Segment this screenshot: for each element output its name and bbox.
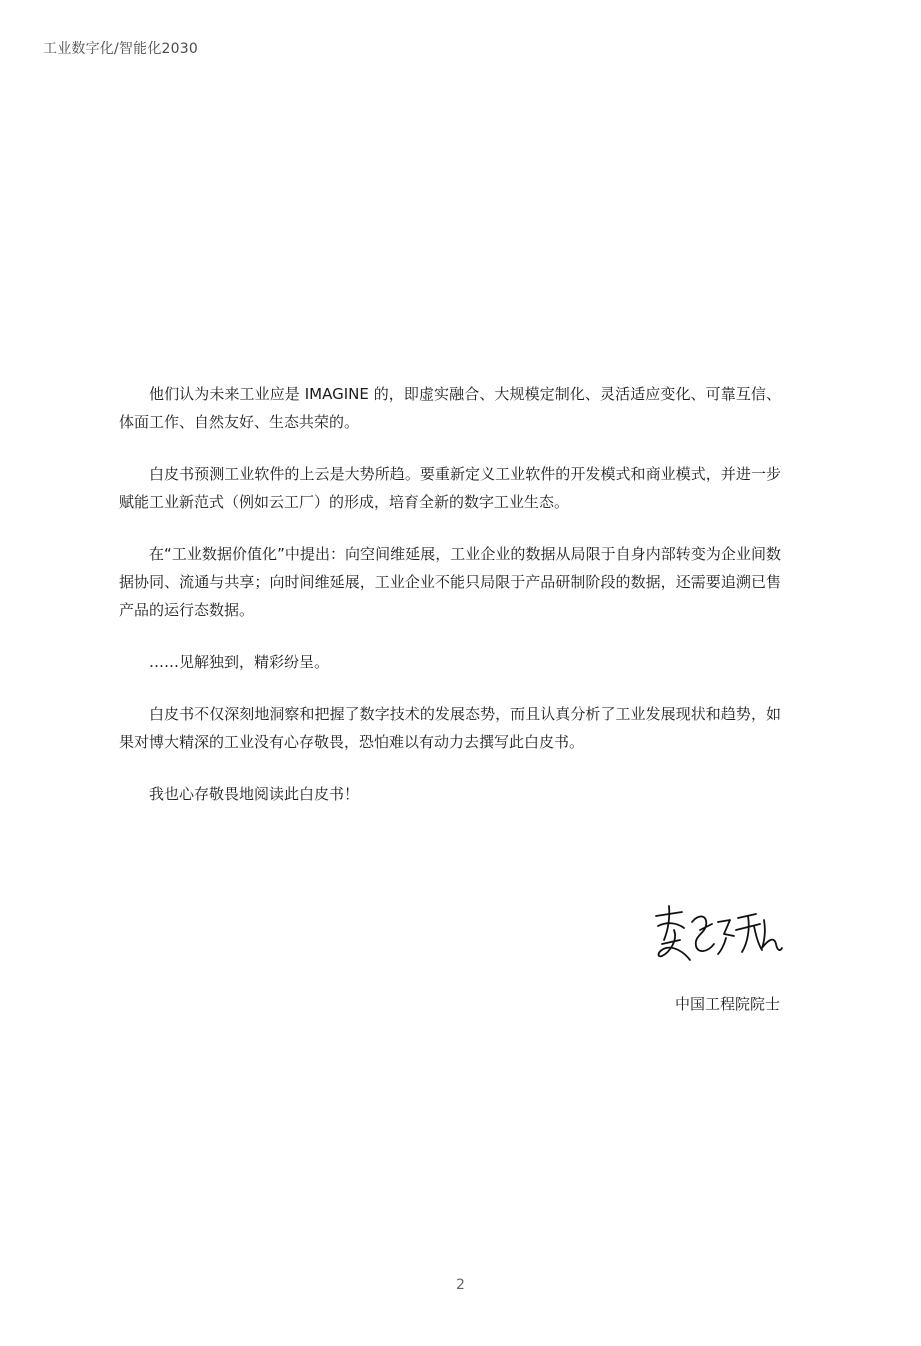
paragraph: 他们认为未来工业应是 IMAGINE 的，即虚实融合、大规模定制化、灵活适应变化、可靠互信、体面工作、自然友好、生态共荣的。 (119, 385, 781, 431)
paragraph: 我也心存敬畏地阅读此白皮书！ (149, 785, 360, 803)
handwritten-signature (652, 900, 784, 980)
running-header: 工业数字化/智能化2030 (43, 41, 198, 57)
paragraph: 白皮书预测工业软件的上云是大势所趋。要重新定义工业软件的开发模式和商业模式，并进一步赋能工业新范式（例如云工厂）的形成，培育全新的数字工业生态。 (119, 465, 781, 511)
paragraph: 在“工业数据价值化”中提出：向空间维延展，工业企业的数据从局限于自身内部转变为企业间数据协同、流通与共享；向时间维延展，工业企业不能只局限于产品研制阶段的数据，还需要追溯已售产品的运行态数据。 (119, 545, 781, 619)
paragraph: ……见解独到，精彩纷呈。 (149, 653, 330, 671)
paragraph: 白皮书不仅深刻地洞察和把握了数字技术的发展态势，而且认真分析了工业发展现状和趋势，如果对博大精深的工业没有心存敬畏，恐怕难以有动力去撰写此白皮书。 (119, 705, 781, 751)
page-number: 2 (456, 1277, 465, 1293)
author-affiliation: 中国工程院院士 (674, 995, 780, 1013)
body-text (119, 380, 781, 832)
